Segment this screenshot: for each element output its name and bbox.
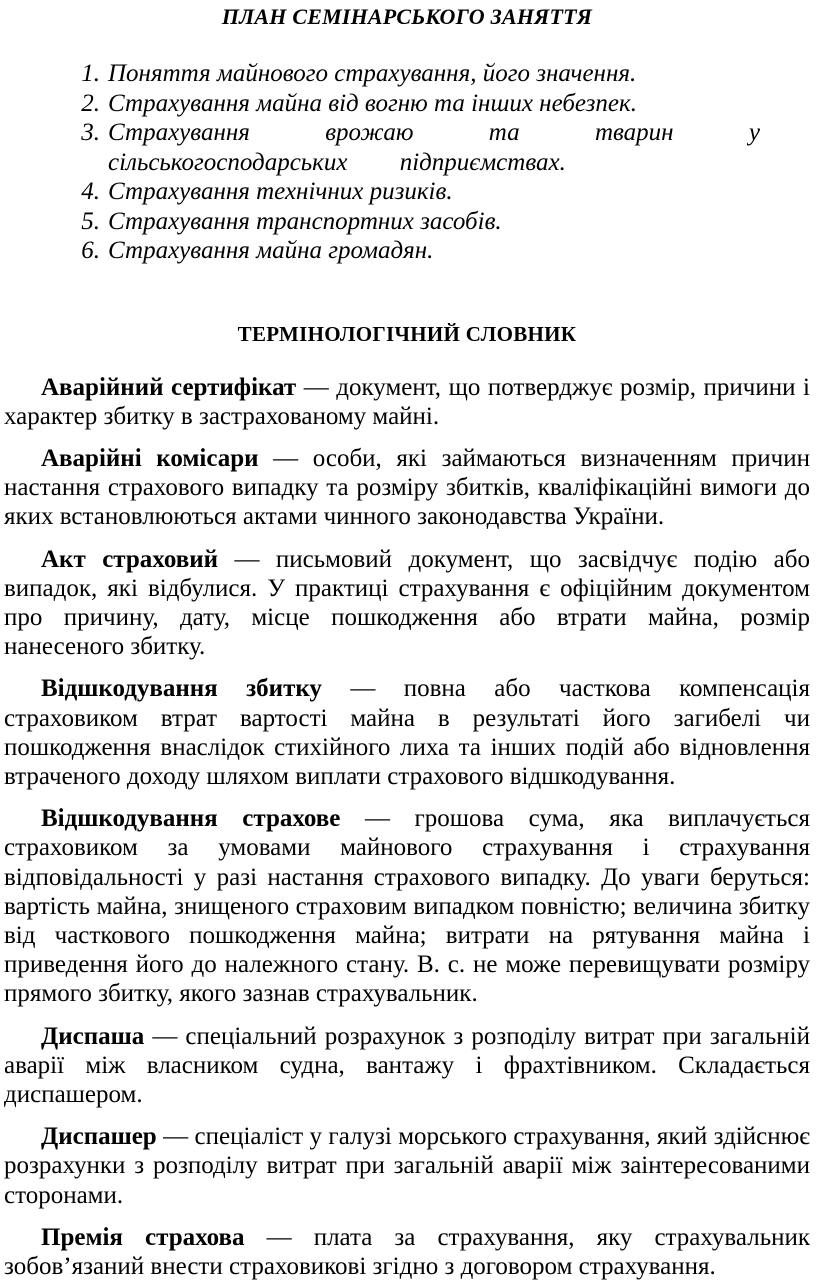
plan-item (4, 118, 810, 177)
glossary-term: Аварійні комісари (41, 445, 259, 472)
glossary-definition: — особи, які займаються визначенням причин настання страхового випадку та розміру збитків, кваліфікаційні вимоги до яких встановлюються актами чинного законодавства України. (4, 445, 810, 530)
glossary-term: Відшкодування збитку (41, 675, 322, 702)
glossary-entry (4, 545, 810, 662)
plan-title: ПЛАН СЕМІНАРСЬКОГО ЗАНЯТТЯ (4, 3, 810, 31)
plan-item-number: 2. (4, 89, 108, 119)
glossary-entry (4, 373, 810, 431)
glossary-term: Диспашер (41, 1123, 157, 1150)
plan-item-number: 1. (4, 59, 108, 89)
plan-item-text: Страхування майна від вогню та інших небезпек. (108, 89, 810, 119)
plan-item (4, 236, 810, 266)
glossary-definition: — документ, що потверджує розмір, причини і характер збитку в застрахованому майні. (4, 374, 810, 430)
plan-item-text: Страхування майна громадян. (108, 236, 810, 266)
glossary-definition: — повна або часткова компенсація страховиком втрат вартості майна в результаті його загибелі чи пошкодження внаслідок стихійного лиха та інших подій або відновлення втраченого доходу шляхом виплати страхового відшкодування. (4, 675, 810, 790)
glossary-entry (4, 1022, 810, 1110)
plan-item (4, 177, 810, 207)
plan-item-number: 6. (4, 236, 108, 266)
glossary-term: Премія страхова (41, 1224, 245, 1251)
glossary (4, 373, 810, 1281)
glossary-term: Аварійний сертифікат (41, 374, 296, 401)
plan-item-number: 3. (4, 118, 108, 177)
glossary-entry (4, 1223, 810, 1281)
glossary-definition: — спеціальний розрахунок з розподілу витрат при загальній аварії між власником судна, вантажу і фрахтівником. Складається диспашером. (4, 1023, 810, 1108)
glossary-entry (4, 674, 810, 791)
plan-item-text: Поняття майнового страхування, його значення. (108, 59, 810, 89)
plan-item-number: 5. (4, 207, 108, 237)
plan-item-number: 4. (4, 177, 108, 207)
glossary-term: Відшкодування страхове (41, 805, 340, 832)
glossary-term: Акт страховий (41, 546, 218, 573)
glossary-entry (4, 444, 810, 532)
plan-item-text: Страхування врожаю та тварин у сільськогосподарських підприємствах. (108, 118, 810, 177)
plan-item-text: Страхування технічних ризиків. (108, 177, 810, 207)
glossary-entry (4, 1122, 810, 1210)
plan-list (4, 59, 810, 266)
glossary-title: ТЕРМІНОЛОГІЧНИЙ СЛОВНИК (4, 320, 810, 348)
plan-item (4, 89, 810, 119)
glossary-definition: — письмовий документ, що засвідчує подію або випадок, які відбулися. У практиці страхування є офіційним документом про причину, дату, місце пошкодження або втрати майна, розмір нанесеного збитку. (4, 546, 810, 661)
glossary-definition: — плата за страхування, яку страхувальник зобов’язаний внести страховикові згідно з договором страхування. (4, 1224, 810, 1280)
plan-item-text: Страхування транспортних засобів. (108, 207, 810, 237)
plan-item (4, 207, 810, 237)
glossary-definition: — спеціаліст у галузі морського страхування, який здійснює розрахунки з розподілу витрат при загальній аварії між заінтересованими сторонами. (4, 1123, 810, 1208)
glossary-entry (4, 804, 810, 1008)
glossary-definition: — грошова сума, яка виплачується страховиком за умовами майнового страхування і страхування відповідальності у разі настання страхового випадку. До уваги беруться: вартість майна, знищеного страховим випадком повністю; величина збитку від часткового пошкодження майна; витрати на рятування майна і приведення його до належного стану. В. с. не може перевищувати розміру прямого збитку, якого зазнав страхувальник. (4, 805, 810, 1007)
plan-item (4, 59, 810, 89)
glossary-term: Диспаша (41, 1023, 144, 1050)
